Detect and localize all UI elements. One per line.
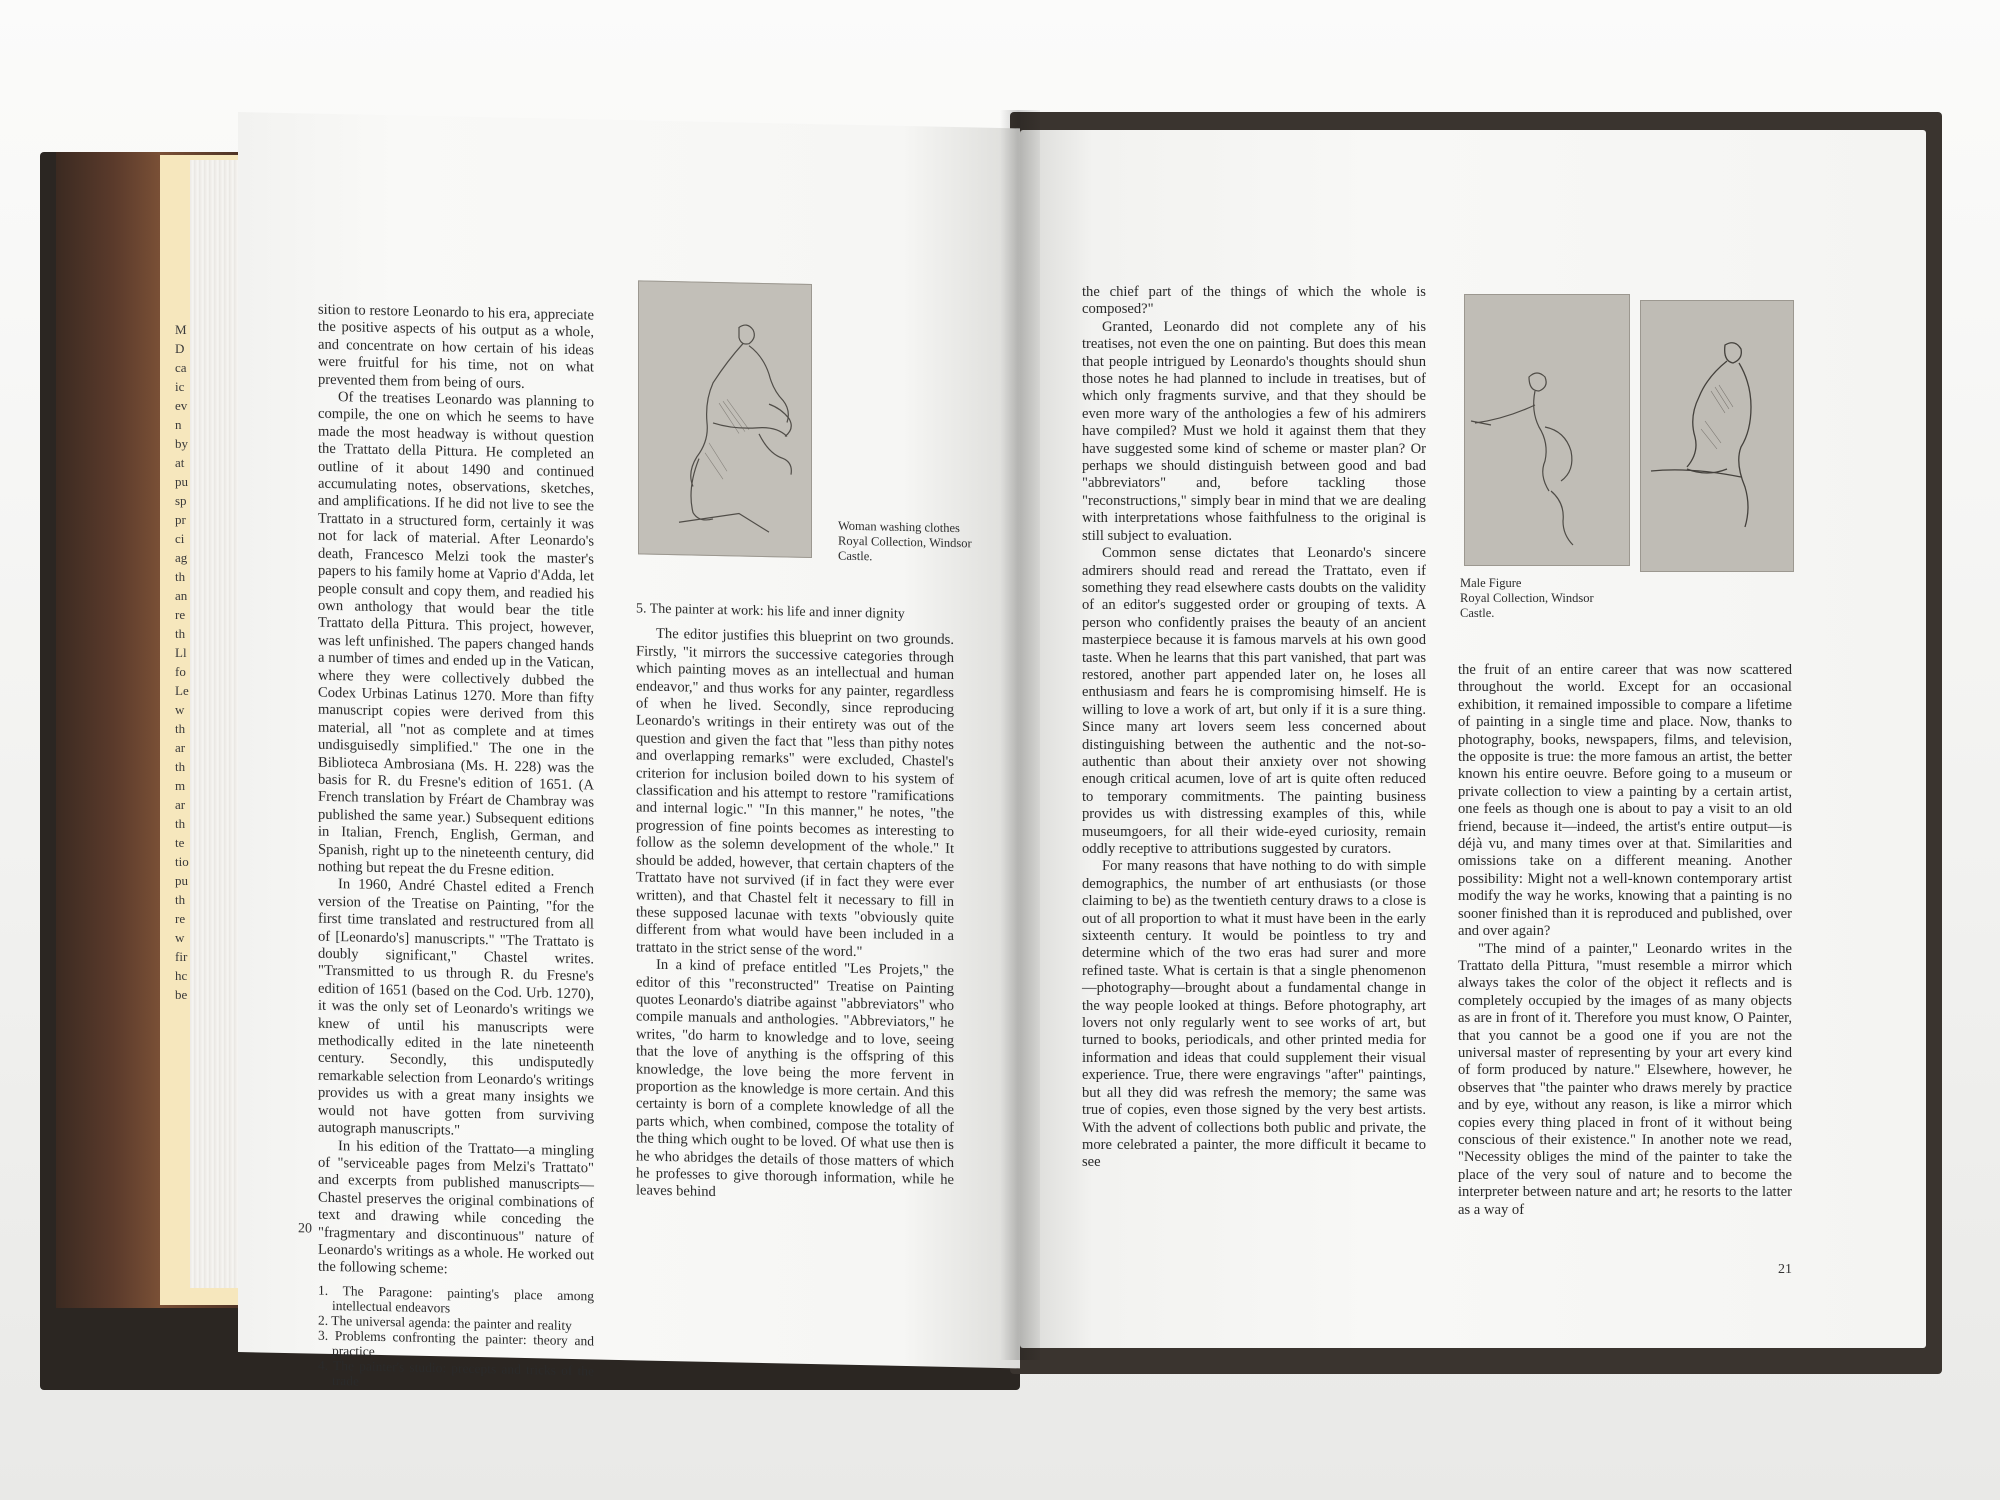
list-item: 1. The Paragone: painting's place among intellectual endeavors: [318, 1282, 594, 1316]
right-column-1: [1082, 284, 1426, 1172]
figure-caption-woman: [838, 519, 998, 567]
flap-fragment: m: [175, 778, 186, 793]
paragraph: the fruit of an entire career that was now scattered throughout the world. Except for an occasional exhibition, it remained impossible to compare a lifetime of painting in a single time and place. Now, thanks to photography, books, newspapers, films, and television, the opposite is true: the more famous an artist, the better known his entire oeuvre. Before going to a museum or private collection to view a painting by a certain artist, one feels as though one is about to pay a visit to an old friend, because it—indeed, the artist's entire output—is déjà vu, and many times over at that. Similarities and omissions take on a different meaning. Another possibility: Might not a well-known contemporary artist modify the way he works, knowing that a painting is no sooner finished than it is reproduced and published, over and over again?: [1458, 662, 1792, 940]
flap-fragment: ag: [175, 550, 188, 565]
caption-line: Royal Collection, Windsor: [838, 533, 972, 551]
paragraph: "The mind of a painter," Leonardo writes in the Trattato della Pittura, "must resemble a mirror which always takes the color of the object it reflects and is completely occupied by the images of as many objects as are in front of it. Therefore you must know, O Painter, that you cannot be a good one if you are not the universal master of representing by your art every kind of form produced by nature." Elsewhere, however, he observes that "the painter who draws merely by practice and by eye, without any reason, is like a mirror which copies every thing placed in front of it without being conscious of their existence." In another note we read, "Necessity obliges the mind of the painter to take the place of the very soul of nature and to become the interpreter between nature and art; he resorts to the latter as a way of: [1458, 940, 1792, 1218]
page-number-right: 21: [1778, 1262, 1792, 1277]
figure-caption-male: [1460, 576, 1620, 621]
page-number-left: 20: [298, 1221, 312, 1237]
caption-line: Woman washing clothes: [838, 518, 960, 536]
right-page: [1020, 130, 1926, 1348]
paragraph: In 1960, André Chastel edited a French version of the Treatise on Painting, "for the first time translated and restructured from all of [Leonardo's] manuscripts." "The Trattato is doubly significant," Chastel writes. "Transmitted to us through R. du Fresne's edition of 1651 (based on the Cod. Urb. 1270), it was the only set of Leonardo's writings we knew of until his manuscripts were methodically edited in the late nineteenth century. Secondly, this undisputedly remarkable selection from Leonardo's writings provides us with a great many insights we would not have gotten from surviving autograph manuscripts.": [318, 876, 594, 1139]
list-item: 3. Problems confronting the painter: theory and practice: [318, 1327, 594, 1359]
woman-washing-drawing: [639, 281, 811, 557]
flap-fragment: th: [175, 816, 186, 831]
flap-fragment: an: [175, 588, 188, 603]
flap-fragment: be: [175, 987, 188, 1002]
flap-fragment: n: [175, 417, 182, 432]
right-column-2: [1458, 662, 1792, 1219]
flap-fragment: sp: [175, 493, 187, 508]
left-column-2: [636, 600, 954, 1206]
flap-fragment: fo: [175, 664, 186, 679]
flap-fragment: ci: [175, 531, 185, 546]
flap-fragment: Ll: [175, 645, 187, 660]
caption-line: Male Figure: [1460, 576, 1522, 590]
flap-fragment: D: [175, 341, 185, 356]
flap-fragment: pr: [175, 512, 186, 527]
flap-fragment: at: [175, 455, 185, 470]
paragraph: the chief part of the things of which the whole is composed?": [1082, 284, 1426, 318]
flap-fragment: tio: [175, 854, 189, 869]
list-item: 2. The universal agenda: the painter and reality: [318, 1312, 572, 1333]
caption-line: Royal Collection, Windsor: [1460, 591, 1594, 605]
male-figure-drawing-1: [1465, 295, 1629, 565]
paragraph: sition to restore Leonardo to his era, appreciate the positive aspects of his output as a whole, and concentrate on how certain of his ideas were fruitful for his time, not on what prevented them from being of ours.: [318, 301, 594, 392]
paragraph: For many reasons that have nothing to do with simple demographics, the number of art enthusiasts (or those claiming to be) as the twentieth century draws to a close is out of all proportion to what it must have been in the early sixteenth century. It would be pointless to try and determine which of the two eras had surer and more refined taste. What is certain is that a single phenomenon—photography—brought about a fundamental change in the way people looked at things. Before photography, art lovers not only regularly went to see works of art, but turned to books, periodicals, and other printed media for information and ideas that could supplement their visual experience. True, there were engravings "after" paintings, but all they did was refresh the memory; the same was true of copies, even those signed by the very best artists. With the advent of collections both public and private, the more celebrated a painter, the more difficult it became to see: [1082, 858, 1426, 1171]
flap-fragment: th: [175, 759, 186, 774]
flap-fragment: re: [175, 607, 186, 622]
flap-fragment: th: [175, 626, 186, 641]
flap-fragment: th: [175, 721, 186, 736]
flap-fragment: pu: [175, 474, 188, 489]
paragraph: In his edition of the Trattato—a mingling of "serviceable pages from Melzi's Trattato" and excerpts from published manuscripts—Chastel preserves the original combinations of text and drawing while conceding the "fragmentary and discontinuous" nature of Leonardo's writings as a whole. He worked out the following scheme:: [318, 1137, 594, 1278]
flap-fragment: ev: [175, 398, 188, 413]
flap-fragment: w: [175, 702, 185, 717]
paragraph: Common sense dictates that Leonardo's sincere admirers should read and reread the Trattato, even if something they read elsewhere casts doubts on the validity of an editor's suggested order or grouping of texts. A person who confidently praises the beauty of an ancient masterpiece because it is famous marvels at his own good taste. When he learns that this part vanished, that part was restored, another part appended later on, he loses all enthusiasm and fears he is compromising himself. He is willing to love a work of art, but only if it is a sure thing. Since many art lovers seem less concerned about distinguishing between the authentic and the not-so-authentic than about their anxiety over not showing enough critical acumen, love of art is quite often reduced to temporary commitments. The painting business provides us with distressing examples of this, while museumgoers, for all their wide-eyed curiosity, remain oddly receptive to attributions suggested by curators.: [1082, 545, 1426, 857]
section-heading: 5. The painter at work: his life and inner dignity: [636, 601, 905, 622]
figure-male-right: [1640, 300, 1794, 572]
flap-fragment: ar: [175, 740, 186, 755]
flap-fragment: w: [175, 930, 185, 945]
caption-line: Castle.: [838, 548, 873, 564]
left-column-1: [318, 302, 594, 1394]
book-gutter-shadow: [1000, 110, 1040, 1360]
flap-fragment: ic: [175, 379, 185, 394]
male-figure-drawing-2: [1641, 301, 1793, 571]
flap-fragment: M: [175, 322, 187, 337]
figure-woman-washing: [638, 280, 812, 558]
flap-fragment: ca: [175, 360, 187, 375]
paragraph: In a kind of preface entitled "Les Projets," the editor of this "reconstructed" Treatise on Painting quotes Leonardo's diatribe against "abbreviators" who compile manuals and anthologies. "Abbreviators," he writes, "do harm to knowledge and to love, seeing that the love of anything is the offspring of this knowledge, the love being the more fervent in proportion as the knowledge is more certain. And this certainty is born of a complete knowledge of all the parts which, when combined, compose the totality of the thing which ought to be loved. Of what use then is he who abridges the details of those matters of which he professes to give thorough information, while he leaves behind: [636, 956, 954, 1201]
flap-fragment: re: [175, 911, 186, 926]
paragraph: Of the treatises Leonardo was planning to compile, the one on which he seems to have made the most headway is without question the Trattato della Pittura. He completed an outline of it about 1490 and continued accumulating notes, observations, sketches, and amplifications. If he did not live to see the Trattato in a structured form, certainly it was not for lack of material. After Leonardo's death, Francesco Melzi took the master's papers to his family home at Vaprio d'Adda, let people consult and copy them, and readied his own anthology that would bear the title Trattato della Pittura. This project, however, was left unfinished. The papers changed hands a number of times and ended up in the Vatican, where they were collectively dubbed the Codex Urbinas Latinus 1270. More than fifty manuscript copies were derived from this material, all "not as complete and at times undisguisedly simplified." The one in the Biblioteca Ambrosiana (Ms. H. 228) was the basis for R. du Fresne's edition of 1651. (A French translation by Fréart de Chambray was published the same year.) Subsequent editions in Italian, French, English, German, and Spanish, right up to the nineteenth century, did nothing but repeat the du Fresne edition.: [318, 389, 594, 880]
list-item: 4. The painter's studio: precepts and tricks of the trade: [318, 1357, 594, 1389]
flap-fragment: ar: [175, 797, 186, 812]
flap-fragment: pu: [175, 873, 188, 888]
scheme-list: [318, 1282, 594, 1393]
paragraph: The editor justifies this blueprint on two grounds. Firstly, "it mirrors the successive categories through which painting moves as an intellectual and human endeavor," and thus works for any painter, regardless of when he lived. Secondly, since reproducing Leonardo's writings in their entirety was out of the question and given the fact that "less than pithy notes and overlapping remarks" were excluded, Chastel's criterion for inclusion boiled down to his system of classification and his attempt to restore "ramifications and internal logic." "In this manner," he notes, "the progression of fine points becomes as interesting to follow as the solemn development of the whole." It should be added, however, that certain chapters of the Trattato have not survived (if in fact they were ever written), and that Chastel felt it necessary to fill in these supposed lacunae with texts "obviously quite different from what would have been included in a trattato in the strict sense of the word.": [636, 626, 954, 960]
caption-line: Castle.: [1460, 606, 1495, 620]
figure-male-left: [1464, 294, 1630, 566]
flap-fragment: hc: [175, 968, 188, 983]
flap-fragment: by: [175, 436, 188, 451]
paragraph: Granted, Leonardo did not complete any of his treatises, not even the one on painting. But does this mean that people intrigued by Leonardo's thoughts should shun those notes he had planned to include in treatises, but of which only fragments survive, and that they should be even more wary of the anthologies a few of his admirers have compiled? Must we hold it against them that they have suggested some kind of scheme or master plan? Or perhaps we should distinguish between good and bad "abbreviators" and, before tackling those "reconstructions," simply bear in mind that we are dealing with interpretations whose faithfulness to the original is still subject to evaluation.: [1082, 318, 1426, 544]
flap-fragment: th: [175, 569, 186, 584]
left-page: [238, 112, 1020, 1389]
flap-fragment: th: [175, 892, 186, 907]
flap-fragment: Le: [175, 683, 189, 698]
flap-fragment: te: [175, 835, 185, 850]
flap-fragment: fir: [175, 949, 188, 964]
